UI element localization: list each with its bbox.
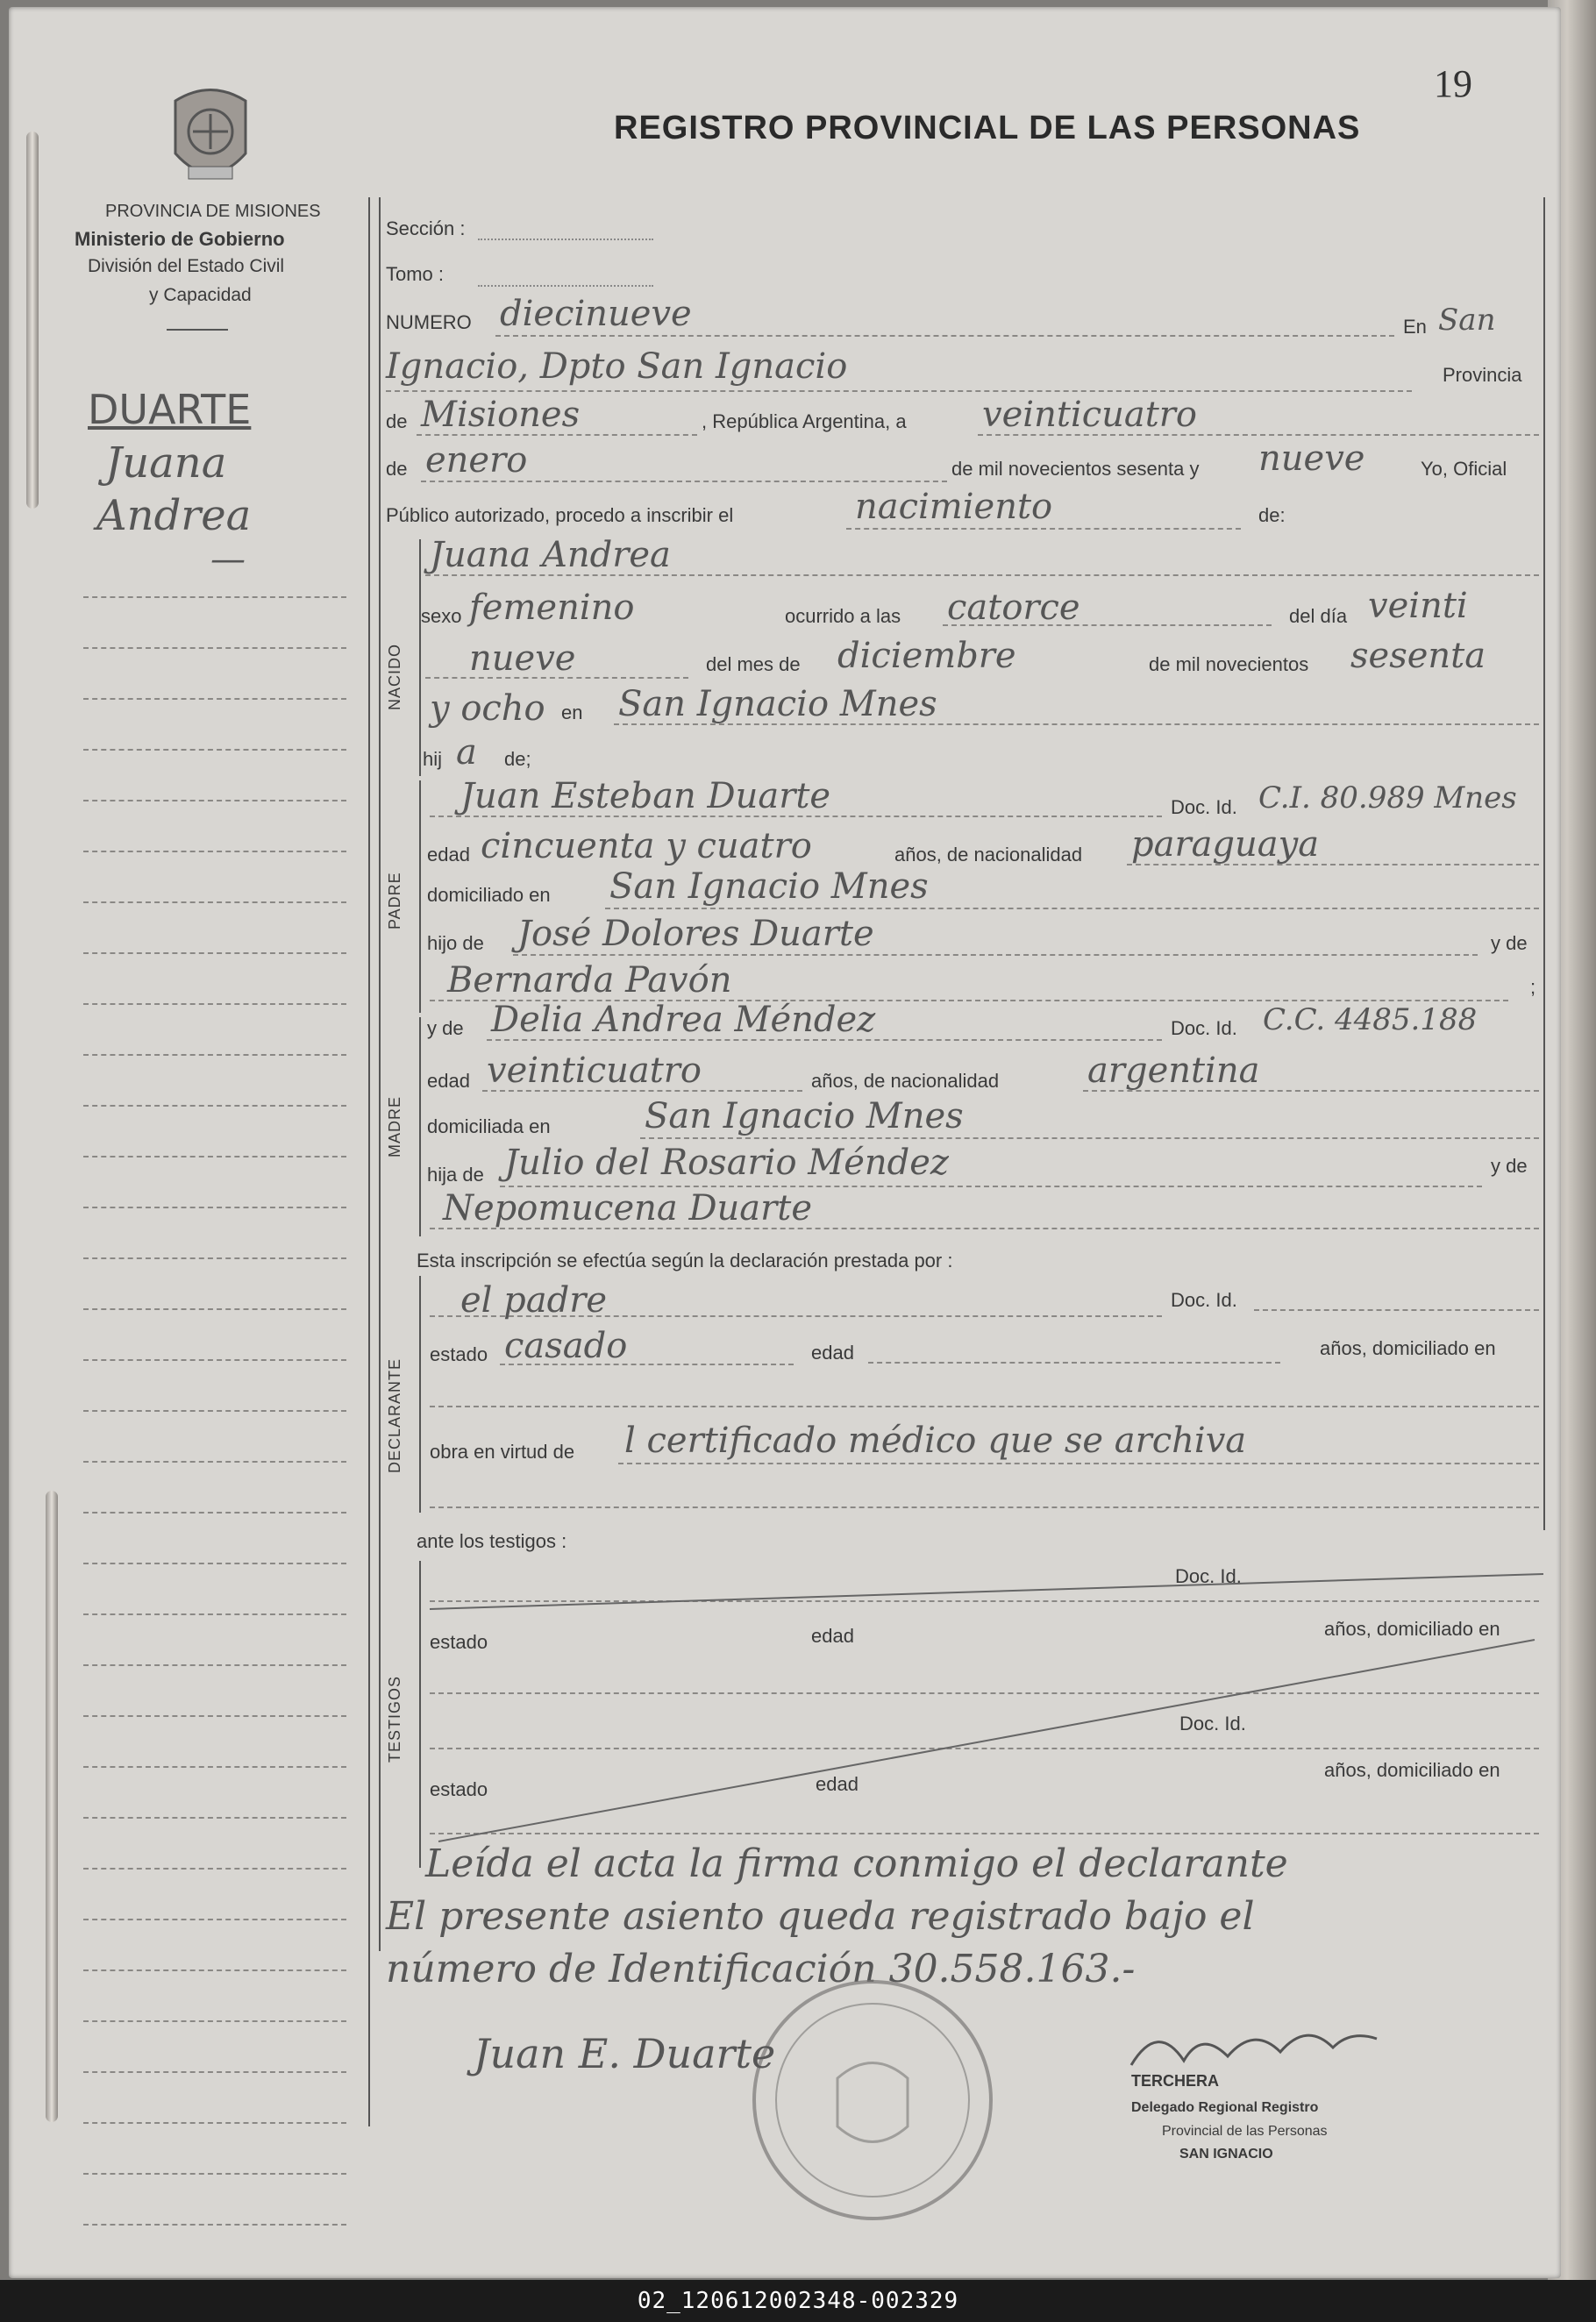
padre-padre-line xyxy=(513,954,1478,956)
tomo-label: Tomo : xyxy=(386,263,445,285)
margin-rule-line xyxy=(83,698,346,700)
padre-section-label: PADRE xyxy=(386,872,403,930)
margin-rule-line xyxy=(83,1054,346,1056)
mil-label: de mil novecientos xyxy=(1149,653,1309,675)
testigo1-estado-label: estado xyxy=(430,1631,488,1653)
testigo1-edad-label: edad xyxy=(811,1625,854,1647)
margin-rule-line xyxy=(83,1359,346,1361)
seal-emblem-icon xyxy=(158,83,263,193)
authority-underline xyxy=(167,329,228,331)
madre-nacionalidad-value: argentina xyxy=(1087,1051,1260,1091)
month-value: enero xyxy=(425,440,528,481)
authority-line-3: División del Estado Civil xyxy=(88,256,285,276)
hij-de-label: de; xyxy=(504,748,531,770)
sexo-label: sexo xyxy=(421,605,462,627)
margin-rule-line xyxy=(83,952,346,954)
publico-label: Público autorizado, procedo a inscribir el xyxy=(386,504,734,526)
madre-nombre-line xyxy=(487,1039,1162,1041)
republica-label: , República Argentina, a xyxy=(702,410,907,432)
closing-line-3: número de Identificación 30.558.163.- xyxy=(386,1947,1136,1991)
margin-rule-line xyxy=(83,1563,346,1564)
padre-madre-value: Bernarda Pavón xyxy=(447,960,732,1001)
tomo-line xyxy=(478,285,653,287)
place-line xyxy=(386,390,1412,392)
madre-doc-value: C.C. 4485.188 xyxy=(1263,1002,1478,1037)
madre-edad-line xyxy=(482,1090,802,1092)
hij-label: hij xyxy=(423,748,443,770)
margin-rule-line xyxy=(83,800,346,801)
madre-y-de-label: y de xyxy=(427,1017,464,1039)
padre-semicolon: ; xyxy=(1530,976,1536,998)
en-value: San xyxy=(1438,303,1496,338)
image-caption: 02_120612002348-002329 xyxy=(637,2288,959,2314)
dia-value-b: nueve xyxy=(469,638,576,679)
seccion-line xyxy=(478,239,653,240)
declarante-obra-value: l certificado médico que se archiva xyxy=(624,1421,1247,1461)
official-stamp-line-4: SAN IGNACIO xyxy=(1179,2147,1273,2162)
year-value: nueve xyxy=(1258,438,1365,479)
declarante-intro: Esta inscripción se efectúa según la declaración prestada por : xyxy=(417,1250,953,1271)
nacido-bracket xyxy=(419,539,421,776)
closing-line-1: Leída el acta la firma conmigo el declarante xyxy=(425,1841,1288,1886)
frame-right xyxy=(1543,197,1545,1530)
margin-rule-line xyxy=(83,2173,346,2175)
madre-doc-label: Doc. Id. xyxy=(1171,1017,1237,1039)
hora-line xyxy=(943,624,1272,626)
madre-y-de2-label: y de xyxy=(1491,1155,1528,1177)
padre-nombre: Juan Esteban Duarte xyxy=(460,776,831,816)
del-dia-label: del día xyxy=(1289,605,1348,627)
month-line xyxy=(421,481,947,482)
madre-madre-value: Nepomucena Duarte xyxy=(443,1188,812,1229)
padre-nombre-line xyxy=(430,816,1162,817)
official-round-stamp xyxy=(745,1973,1000,2232)
padre-nacionalidad-line xyxy=(1127,864,1539,865)
margin-rule-line xyxy=(83,749,346,751)
testigo2-doc-label: Doc. Id. xyxy=(1179,1713,1246,1734)
margin-rule-line xyxy=(83,851,346,852)
margin-rule-line xyxy=(83,647,346,649)
del-mes-label: del mes de xyxy=(706,653,801,675)
anio-value-a: sesenta xyxy=(1350,636,1486,676)
margin-rule-line xyxy=(83,1105,346,1107)
margin-rule-line xyxy=(83,901,346,903)
register-title: REGISTRO PROVINCIAL DE LAS PERSONAS xyxy=(614,110,1361,146)
authority-line-2: Ministerio de Gobierno xyxy=(75,228,285,250)
margin-rule-line xyxy=(83,1207,346,1208)
padre-edad-label: edad xyxy=(427,844,470,865)
margin-rule-line xyxy=(83,2122,346,2124)
sexo-value: femenino xyxy=(469,588,635,628)
margin-rule-line xyxy=(83,1613,346,1615)
en-label: En xyxy=(1403,316,1427,338)
testigo2-anios-label: años, domiciliado en xyxy=(1324,1759,1500,1781)
padre-anios-label: años, de nacionalidad xyxy=(894,844,1083,865)
declarante-edad-label: edad xyxy=(811,1342,854,1364)
madre-madre-line xyxy=(430,1228,1539,1229)
declarante-obra-line xyxy=(618,1463,1539,1464)
declarante-doc-line xyxy=(1254,1309,1539,1311)
madre-domicilio-label: domiciliada en xyxy=(427,1115,551,1137)
nacido-nombre-line xyxy=(425,574,1539,576)
acto-value: nacimiento xyxy=(855,487,1053,527)
declarante-edad-line xyxy=(868,1362,1280,1364)
declarante-doc-label: Doc. Id. xyxy=(1171,1289,1237,1311)
nacido-section-label: NACIDO xyxy=(386,643,403,710)
madre-domicilio-value: San Ignacio Mnes xyxy=(645,1096,964,1136)
official-stamp-line-1: TERCHERA xyxy=(1131,2072,1220,2090)
padre-y-de-label: y de xyxy=(1491,932,1528,954)
hora-value: catorce xyxy=(947,588,1080,628)
margin-divider xyxy=(368,197,370,2126)
declarante-bracket xyxy=(419,1276,421,1513)
testigo2-estado-label: estado xyxy=(430,1778,488,1800)
testigos-intro: ante los testigos : xyxy=(417,1530,567,1552)
day-value: veinticuatro xyxy=(982,395,1197,435)
margin-dash: — xyxy=(210,539,246,580)
padre-bracket xyxy=(419,780,421,1013)
binding-strip-bottom xyxy=(46,1491,58,2122)
testigo2-edad-label: edad xyxy=(816,1773,859,1795)
margin-rule-line xyxy=(83,1003,346,1005)
margin-rule-line xyxy=(83,1156,346,1157)
frame-left xyxy=(379,197,381,1951)
nacido-nombre: Juana Andrea xyxy=(430,535,671,575)
madre-hija-de-label: hija de xyxy=(427,1164,484,1186)
padre-doc-value: C.I. 80.989 Mnes xyxy=(1258,780,1517,816)
madre-edad-value: veinticuatro xyxy=(487,1051,702,1091)
madre-anios-label: años, de nacionalidad xyxy=(811,1070,1000,1092)
padre-domicilio-label: domiciliado en xyxy=(427,884,551,906)
testigo1-anios-label: años, domiciliado en xyxy=(1324,1618,1500,1640)
testigos-strike-lines xyxy=(421,1561,1552,1850)
margin-rule-line xyxy=(83,596,346,598)
madre-edad-label: edad xyxy=(427,1070,470,1092)
place-value: Ignacio, Dpto San Ignacio xyxy=(386,346,848,387)
seccion-label: Sección : xyxy=(386,217,466,239)
declarante-anios-label: años, domiciliado en xyxy=(1320,1337,1496,1359)
anio-value-b: y ocho xyxy=(430,688,545,729)
mes-value: diciembre xyxy=(837,636,1016,676)
lugar-line xyxy=(614,723,1539,725)
lugar-value: San Ignacio Mnes xyxy=(618,684,937,724)
madre-nacionalidad-line xyxy=(1083,1090,1539,1092)
margin-rule-line xyxy=(83,1308,346,1310)
provincia-line xyxy=(417,434,697,436)
margin-rule-line xyxy=(83,1461,346,1463)
margin-rule-line xyxy=(83,1919,346,1920)
padre-nacionalidad-value: paraguaya xyxy=(1131,824,1320,865)
padre-padre-value: José Dolores Duarte xyxy=(517,914,874,954)
declarant-signature: Juan E. Duarte xyxy=(474,2030,776,2077)
testigo1-doc-label: Doc. Id. xyxy=(1175,1565,1242,1587)
declarante-estado-line xyxy=(500,1364,794,1365)
madre-bracket xyxy=(419,1017,421,1236)
madre-section-label: MADRE xyxy=(386,1095,403,1157)
padre-hijo-de-label: hijo de xyxy=(427,932,484,954)
provincia-label: Provincia xyxy=(1443,364,1522,386)
margin-name-1: Juana xyxy=(105,438,227,488)
madre-padre-value: Julio del Rosario Méndez xyxy=(504,1143,949,1183)
de-label: de xyxy=(386,410,408,432)
madre-padre-line xyxy=(500,1186,1482,1187)
dia-line xyxy=(425,677,688,679)
numero-line xyxy=(495,335,1394,337)
margin-rule-line xyxy=(83,1868,346,1870)
binding-strip-top xyxy=(26,132,39,509)
declarante-domicilio-line xyxy=(430,1406,1539,1407)
padre-domicilio-value: San Ignacio Mnes xyxy=(609,866,929,907)
official-stamp-line-3: Provincial de las Personas xyxy=(1162,2124,1328,2139)
margin-rule-line xyxy=(83,1257,346,1259)
madre-nombre: Delia Andrea Méndez xyxy=(491,1000,876,1040)
de2-label: de xyxy=(386,458,408,480)
declarante-nombre: el padre xyxy=(460,1280,608,1321)
official-stamp-line-2: Delegado Regional Registro xyxy=(1131,2100,1319,2115)
padre-edad-value: cincuenta y cuatro xyxy=(481,826,812,866)
margin-rule-line xyxy=(83,1664,346,1666)
testigos-section-label: TESTIGOS xyxy=(386,1675,403,1763)
declarante-section-label: DECLARANTE xyxy=(386,1357,403,1473)
margin-rule-line xyxy=(83,1969,346,1971)
de3-label: de: xyxy=(1258,504,1286,526)
authority-line-1: PROVINCIA DE MISIONES xyxy=(105,202,321,221)
margin-rule-line xyxy=(83,1512,346,1514)
dia-value-a: veinti xyxy=(1368,586,1468,626)
provincial-seal xyxy=(158,83,263,193)
margin-rule-line xyxy=(83,1766,346,1768)
margin-surname: DUARTE xyxy=(88,386,252,433)
margin-rule-line xyxy=(83,2224,346,2226)
margin-rule-line xyxy=(83,1715,346,1717)
provincia-value: Misiones xyxy=(421,395,581,435)
acto-line xyxy=(846,528,1241,530)
margin-rule-line xyxy=(83,1410,346,1412)
page-number: 19 xyxy=(1434,62,1472,105)
margin-rule-line xyxy=(83,2020,346,2022)
declarante-nombre-line xyxy=(430,1315,1162,1317)
padre-domicilio-line xyxy=(605,908,1539,909)
nacido-en-label: en xyxy=(561,702,583,723)
hij-value: a xyxy=(456,732,477,773)
margin-name-2: Andrea xyxy=(96,491,252,540)
ocurrido-label: ocurrido a las xyxy=(785,605,901,627)
numero-value: diecinueve xyxy=(500,294,692,334)
declarante-estado-value: casado xyxy=(504,1326,628,1366)
oficial-label: Yo, Oficial xyxy=(1421,458,1507,480)
declarante-obra-label: obra en virtud de xyxy=(430,1441,575,1463)
padre-doc-label: Doc. Id. xyxy=(1171,796,1237,818)
year-text-label: de mil novecientos sesenta y xyxy=(951,458,1200,480)
declarante-estado-label: estado xyxy=(430,1343,488,1365)
margin-rule-line xyxy=(83,2071,346,2073)
day-line xyxy=(978,434,1539,436)
margin-rule-line xyxy=(83,1817,346,1819)
authority-line-4: y Capacidad xyxy=(149,285,252,305)
declarante-extra-line xyxy=(430,1506,1539,1508)
closing-line-2: El presente asiento queda registrado bajo el xyxy=(386,1894,1255,1939)
numero-label: NUMERO xyxy=(386,311,472,333)
madre-domicilio-line xyxy=(640,1137,1539,1139)
